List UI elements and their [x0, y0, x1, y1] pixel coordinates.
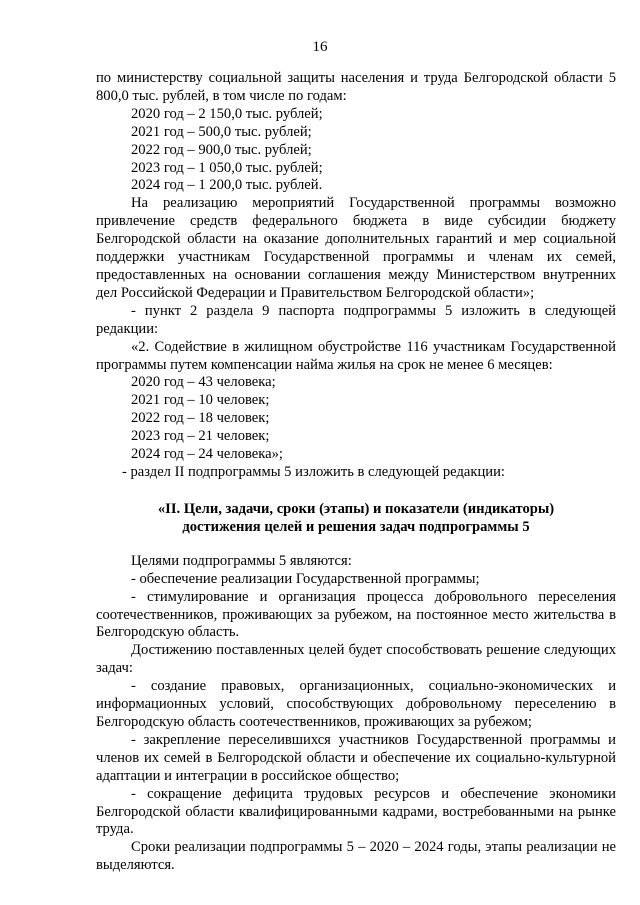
section-heading-line: «II. Цели, задачи, сроки (этапы) и показатели (индикаторы)	[157, 500, 555, 517]
people-year-line: 2020 год – 43 человека;	[131, 374, 276, 391]
housing-assistance-paragraph: «2. Содействие в жилищном обустройстве 116 участникам Государственной программы путем компенсации найма жилья на срок не менее 6 месяцев:	[96, 338, 616, 373]
funding-year-line: 2023 год – 1 050,0 тыс. рублей;	[131, 159, 323, 176]
task-item: - сокращение дефицита трудовых ресурсов и обеспечение экономики Белгородской области квалифицированными кадрами, востребованными на рынке труда.	[96, 785, 616, 838]
goal-item: - стимулирование и организация процесса добровольного переселения соотечественников, проживающих за рубежом, на постоянное место жительства в Белгородскую область.	[96, 588, 616, 641]
task-item: - закрепление переселившихся участников Государственной программы и членов их семей в Белгородской области и обеспечение их социально-культурной адаптации и интеграции в российское общество;	[96, 731, 616, 784]
federal-budget-paragraph: На реализацию мероприятий Государственной программы возможно привлечение средств федерального бюджета в виде субсидии бюджету Белгородской области на оказание дополнительных гарантий и мер социальной поддержки участникам Государственной программы и членам их семей, предоставленных на основании соглашения между Министерством внутренних дел Российской Федерации и Правительством Белгородской области»;	[96, 195, 616, 301]
people-year-line: 2022 год – 18 человек;	[131, 410, 270, 427]
section-amendment-line: - раздел II подпрограммы 5 изложить в следующей редакции:	[122, 463, 505, 480]
people-year-line: 2021 год – 10 человек;	[131, 392, 270, 409]
task-item: - создание правовых, организационных, социально-экономических и информационных условий, способствующих добровольному переселению в Белгородскую область соотечественников, проживающих за рубежом;	[96, 678, 616, 730]
funding-year-line: 2022 год – 900,0 тыс. рублей;	[131, 141, 312, 158]
goal-item: - обеспечение реализации Государственной программы;	[131, 570, 480, 587]
page-number: 16	[312, 39, 328, 55]
section-heading	[96, 500, 616, 536]
goals-intro: Целями подпрограммы 5 являются:	[131, 552, 352, 569]
section-heading-line: достижения целей и решения задач подпрограммы 5	[182, 518, 530, 535]
people-year-line: 2023 год – 21 человек;	[131, 428, 270, 445]
funding-year-line: 2020 год – 2 150,0 тыс. рублей;	[131, 105, 323, 122]
amendment-item-paragraph: - пункт 2 раздела 9 паспорта подпрограммы 5 изложить в следующей редакции:	[96, 302, 616, 337]
document-body	[96, 70, 616, 875]
tasks-intro: Достижению поставленных целей будет способствовать решение следующих задач:	[96, 642, 616, 677]
funding-year-line: 2024 год – 1 200,0 тыс. рублей.	[131, 177, 323, 194]
funding-year-line: 2021 год – 500,0 тыс. рублей;	[131, 123, 312, 140]
intro-paragraph: по министерству социальной защиты населения и труда Белгородской области 5 800,0 тыс. рублей, в том числе по годам:	[96, 70, 616, 104]
people-year-line: 2024 год – 24 человека»;	[131, 446, 283, 463]
terms-paragraph: Сроки реализации подпрограммы 5 – 2020 – 2024 годы, этапы реализации не выделяются.	[96, 839, 616, 874]
